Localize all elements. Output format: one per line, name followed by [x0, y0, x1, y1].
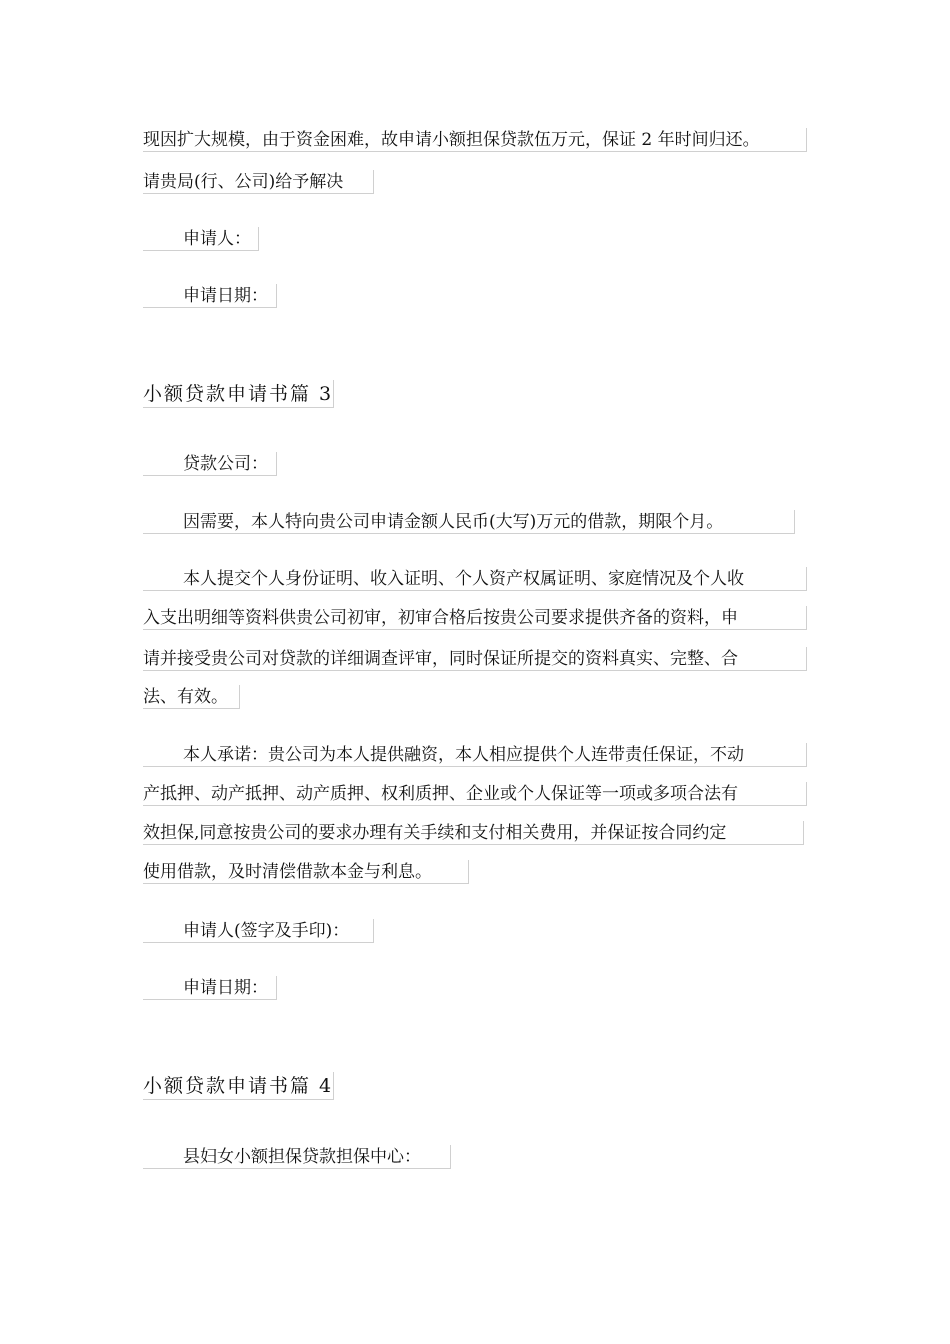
- paragraph-line: 本人提交个人身份证明、收入证明、个人资产权属证明、家庭情况及个人收: [143, 567, 807, 591]
- application-date-label: 申请日期：: [143, 284, 277, 308]
- paragraph-line: 效担保,同意按贵公司的要求办理有关手续和支付相关费用，并保证按合同约定: [143, 821, 804, 845]
- paragraph-line: 因需要，本人特向贵公司申请金额人民币(大写)万元的借款，期限个月。: [143, 510, 795, 534]
- paragraph-line: 本人承诺：贵公司为本人提供融资，本人相应提供个人连带责任保证，不动: [143, 743, 807, 767]
- applicant-signature-label: 申请人(签字及手印)：: [143, 919, 374, 943]
- paragraph-line: 现因扩大规模，由于资金困难，故申请小额担保贷款伍万元，保证 2 年时间归还。: [143, 128, 807, 152]
- paragraph-line: 请贵局(行、公司)给予解决: [143, 170, 374, 194]
- section-heading: 小额贷款申请书篇 4: [143, 1072, 334, 1100]
- addressee-line: 县妇女小额担保贷款担保中心：: [143, 1145, 451, 1169]
- section-heading: 小额贷款申请书篇 3: [143, 380, 334, 408]
- application-date-label: 申请日期：: [143, 976, 277, 1000]
- paragraph-line: 入支出明细等资料供贵公司初审，初审合格后按贵公司要求提供齐备的资料，申: [143, 606, 807, 630]
- paragraph-line: 请并接受贵公司对贷款的详细调查评审，同时保证所提交的资料真实、完整、合: [143, 647, 807, 671]
- paragraph-line: 产抵押、动产抵押、动产质押、权利质押、企业或个人保证等一项或多项合法有: [143, 782, 807, 806]
- paragraph-line: 使用借款，及时清偿借款本金与利息。: [143, 860, 469, 884]
- paragraph-line: 法、有效。: [143, 685, 240, 709]
- applicant-label: 申请人：: [143, 227, 259, 251]
- addressee-line: 贷款公司：: [143, 452, 277, 476]
